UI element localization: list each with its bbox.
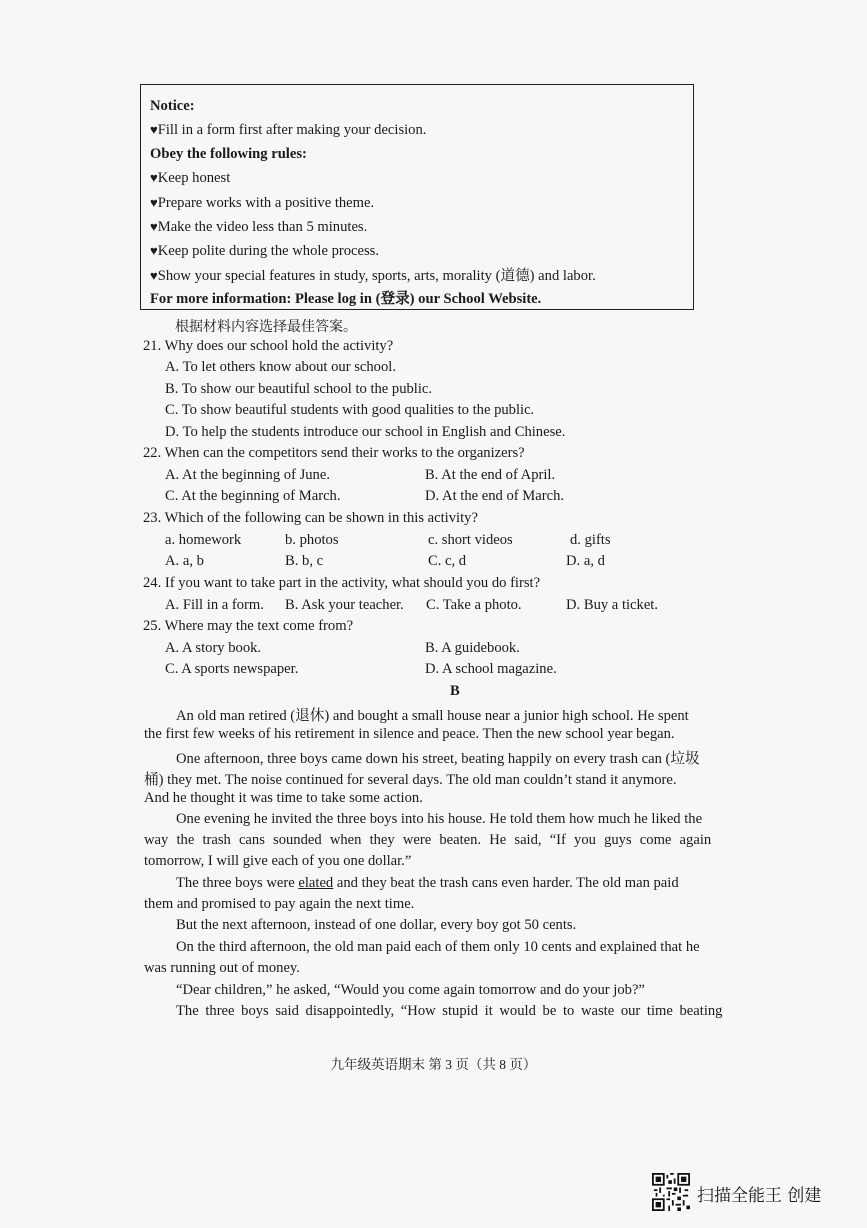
rule-item: ♥Show your special features in study, sports, arts, morality (道德) and labor. (150, 267, 596, 284)
choice-23b: b. photos (285, 532, 339, 548)
notice-box (140, 84, 694, 310)
passage-line: One afternoon, three boys came down his street, beating happily on every trash can (垃圾 (176, 751, 700, 767)
passage-line: But the next afternoon, instead of one dollar, every boy got 50 cents. (176, 917, 577, 933)
rule-item: ♥Prepare works with a positive theme. (150, 194, 375, 211)
passage-line: the first few weeks of his retirement in silence and peace. Then the new school year began. (144, 726, 675, 742)
option-21b: B. To show our beautiful school to the public. (165, 381, 433, 397)
question-23: 23. Which of the following can be shown in this activity? (143, 510, 478, 526)
question-24: 24. If you want to take part in the activity, what should you do first? (143, 575, 541, 591)
section-heading: B (450, 683, 460, 699)
passage-line: An old man retired (退休) and bought a small house near a junior high school. He spent (176, 708, 689, 724)
qr-code-icon (652, 1173, 690, 1211)
passage-line: The three boys said disappointedly, “How stupid it would be to waste our time beating (176, 1003, 723, 1019)
passage-line: And he thought it was time to take some action. (144, 790, 423, 806)
option-22c: C. At the beginning of March. (165, 488, 341, 504)
more-info: For more information: Please log in (登录) our School Website. (150, 291, 542, 308)
option-24b: B. Ask your teacher. (285, 597, 404, 613)
notice-title: Notice: (150, 98, 195, 114)
heart-icon: ♥ (150, 122, 158, 138)
passage-line: “Dear children,” he asked, “Would you come again tomorrow and do your job?” (176, 982, 645, 998)
choice-23a: a. homework (165, 532, 242, 548)
option-24c: C. Take a photo. (426, 597, 522, 613)
option-22b: B. At the end of April. (425, 467, 556, 483)
option-25c: C. A sports newspaper. (165, 661, 299, 677)
scanner-watermark: 扫描全能王 创建 (697, 1186, 822, 1206)
option-21d: D. To help the students introduce our school in English and Chinese. (165, 424, 566, 440)
question-22: 22. When can the competitors send their works to the organizers? (143, 445, 525, 461)
rule-item: ♥Make the video less than 5 minutes. (150, 219, 368, 236)
option-24d: D. Buy a ticket. (566, 597, 659, 613)
passage-line: 桶) they met. The noise continued for several days. The old man couldn’t stand it anymore. (144, 772, 677, 788)
option-25d: D. A school magazine. (425, 661, 557, 677)
question-25: 25. Where may the text come from? (143, 618, 354, 634)
option-25b: B. A guidebook. (425, 640, 520, 656)
choice-23d: d. gifts (570, 532, 611, 548)
heart-icon: ♥ (150, 194, 158, 210)
passage-line: was running out of money. (144, 960, 300, 976)
rules-title: Obey the following rules: (150, 145, 307, 162)
option-21c: C. To show beautiful students with good qualities to the public. (165, 402, 535, 418)
rule-item: ♥Keep polite during the whole process. (150, 243, 379, 260)
passage-line: On the third afternoon, the old man paid each of them only 10 cents and explained that he (176, 939, 700, 955)
page-footer: 九年级英语期末 第 3 页（共 8 页） (330, 1057, 537, 1072)
option-23a: A. a, b (165, 553, 204, 569)
option-23d: D. a, d (566, 553, 605, 569)
rule-item: ♥Keep honest (150, 170, 231, 187)
option-25a: A. A story book. (165, 640, 262, 656)
notice-line: ♥Fill in a form first after making your decision. (150, 122, 427, 139)
passage-line: The three boys were elated and they beat the trash cans even harder. The old man paid (176, 875, 679, 891)
heart-icon: ♥ (150, 170, 158, 186)
option-23c: C. c, d (428, 553, 467, 569)
passage-line: way the trash cans sounded when they were beaten. He said, “If you guys come again (144, 832, 712, 848)
underlined-word: elated (298, 875, 334, 891)
option-23b: B. b, c (285, 553, 324, 569)
option-24a: A. Fill in a form. (165, 597, 264, 613)
option-21a: A. To let others know about our school. (165, 359, 396, 375)
passage-line: tomorrow, I will give each of you one dollar.” (144, 853, 412, 869)
heart-icon: ♥ (150, 219, 158, 235)
question-21: 21. Why does our school hold the activity? (143, 338, 394, 354)
heart-icon: ♥ (150, 243, 158, 259)
passage-line: One evening he invited the three boys into his house. He told them how much he liked the (176, 811, 703, 827)
option-22a: A. At the beginning of June. (165, 467, 330, 483)
instruction: 根据材料内容选择最佳答案。 (175, 319, 357, 335)
choice-23c: c. short videos (428, 532, 513, 548)
option-22d: D. At the end of March. (425, 488, 565, 504)
heart-icon: ♥ (150, 267, 158, 283)
passage-line: them and promised to pay again the next time. (144, 896, 415, 912)
